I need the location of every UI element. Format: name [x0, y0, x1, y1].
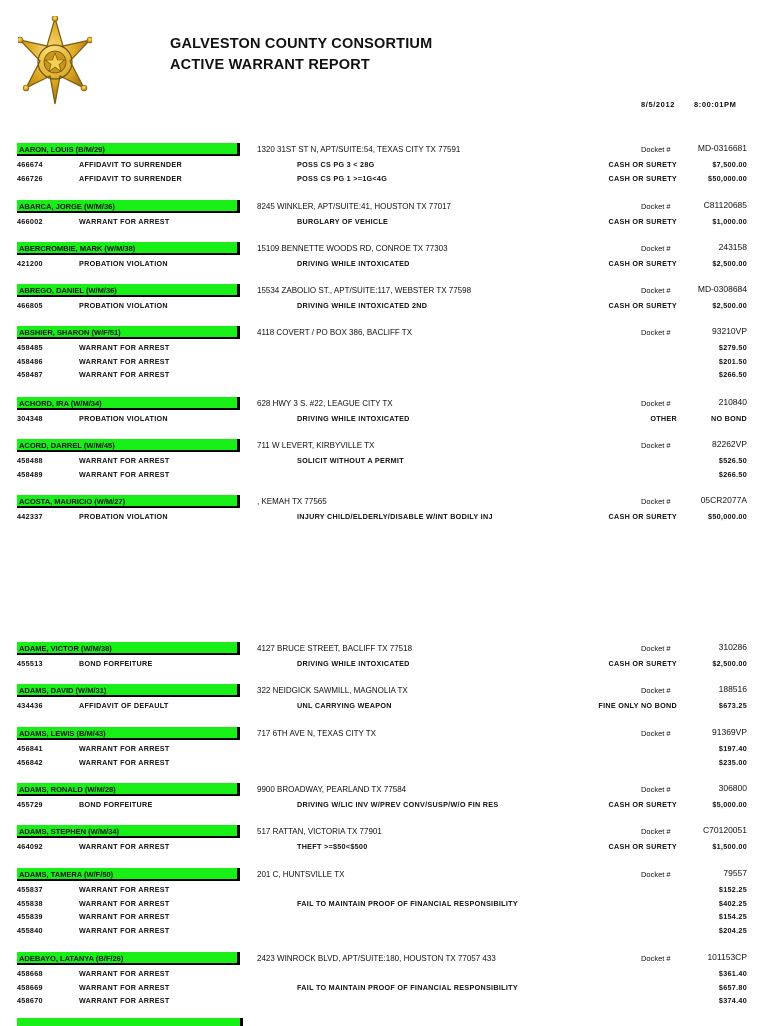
- bond-amount: $402.25: [718, 898, 747, 908]
- warrant-id: 458485: [17, 343, 43, 352]
- docket-number: 243158: [718, 242, 747, 252]
- warrant-entry: [0, 200, 768, 231]
- sheriff-badge-icon: [18, 16, 92, 106]
- warrant-row: [0, 343, 768, 356]
- warrant-row: [0, 301, 768, 314]
- bond-type: CASH OR SURETY: [608, 217, 677, 226]
- warrant-entry: [0, 284, 768, 315]
- subject-name: ACORD, DARREL (W/M/45): [17, 439, 240, 452]
- charge-description: POSS CS PG 1 >=1G<4G: [297, 173, 388, 183]
- docket-number: 306800: [718, 783, 747, 793]
- bond-amount: NO BOND: [710, 414, 747, 423]
- warrant-entry: [0, 326, 768, 384]
- warrant-row: [0, 259, 768, 272]
- docket-label: Docket #: [641, 729, 671, 738]
- bond-amount: $266.50: [718, 469, 747, 479]
- subject-address: 517 RATTAN, VICTORIA TX 77901: [257, 827, 382, 836]
- docket-label: Docket #: [641, 202, 671, 211]
- warrant-type: WARRANT FOR ARREST: [79, 885, 170, 894]
- subject-name: ADAMS, LEWIS (B/M/43): [17, 727, 240, 740]
- charge-description: INJURY CHILD/ELDERLY/DISABLE W/INT BODILY INJ: [297, 512, 493, 521]
- warrant-type: WARRANT FOR ARREST: [79, 842, 170, 851]
- warrant-id: 458670: [17, 996, 43, 1005]
- warrant-id: 458669: [17, 982, 43, 992]
- warrant-row: [0, 160, 768, 173]
- bond-amount: $361.40: [718, 969, 747, 978]
- docket-label: Docket #: [641, 954, 671, 963]
- docket-label: Docket #: [641, 328, 671, 337]
- charge-description: DRIVING WHILE INTOXICATED: [297, 414, 410, 423]
- warrant-row: [0, 701, 768, 714]
- warrant-id: 464092: [17, 842, 43, 851]
- warrant-row: [0, 470, 768, 483]
- subject-address: 717 6TH AVE N, TEXAS CITY TX: [257, 729, 377, 738]
- bond-amount: $526.50: [718, 456, 747, 465]
- warrant-row: [0, 842, 768, 855]
- bond-amount: $50,000.00: [708, 512, 747, 521]
- docket-number: C81120685: [703, 200, 747, 210]
- warrant-row: [0, 969, 768, 982]
- warrant-entry: [0, 143, 768, 187]
- docket-label: Docket #: [641, 244, 671, 253]
- subject-address: 628 HWY 3 S. #22, LEAGUE CITY TX: [257, 399, 393, 408]
- warrant-type: AFFIDAVIT TO SURRENDER: [79, 173, 182, 183]
- subject-name: ACOSTA, MAURICIO (W/M/27): [17, 495, 240, 508]
- warrant-id: 466002: [17, 217, 43, 226]
- docket-number: 79557: [723, 868, 747, 878]
- subject-name: ADAMS, DAVID (W/M/31): [17, 684, 240, 697]
- warrant-id: 455837: [17, 885, 43, 894]
- warrant-row: [0, 885, 768, 898]
- warrant-id: 455840: [17, 925, 43, 935]
- bond-type: CASH OR SURETY: [608, 659, 677, 668]
- warrant-type: WARRANT FOR ARREST: [79, 757, 170, 767]
- charge-description: DRIVING WHILE INTOXICATED: [297, 259, 410, 268]
- warrant-id: 304348: [17, 414, 43, 423]
- subject-name: AARON, LOUIS (B/M/29): [17, 143, 240, 156]
- warrant-type: BOND FORFEITURE: [79, 800, 153, 809]
- warrant-row: [0, 370, 768, 383]
- charge-description: UNL CARRYING WEAPON: [297, 701, 392, 710]
- bond-type: FINE ONLY NO BOND: [598, 701, 677, 710]
- subject-name: ABSHIER, SHARON (W/F/51): [17, 326, 240, 339]
- warrant-row: [0, 744, 768, 757]
- bond-amount: $673.25: [718, 701, 747, 710]
- bond-type: OTHER: [650, 414, 677, 423]
- warrant-type: WARRANT FOR ARREST: [79, 217, 170, 226]
- docket-number: 310286: [718, 642, 747, 652]
- bond-amount: $1,000.00: [712, 217, 747, 226]
- docket-label: Docket #: [641, 686, 671, 695]
- bond-amount: $152.25: [718, 885, 747, 894]
- docket-label: Docket #: [641, 145, 671, 154]
- bond-amount: $235.00: [718, 757, 747, 767]
- warrant-row: [0, 512, 768, 525]
- docket-label: Docket #: [641, 644, 671, 653]
- docket-label: Docket #: [641, 497, 671, 506]
- docket-number: 210840: [718, 397, 747, 407]
- warrant-entry: [0, 495, 768, 526]
- docket-label: Docket #: [641, 286, 671, 295]
- warrant-entry: [0, 684, 768, 715]
- docket-number: 188516: [718, 684, 747, 694]
- bond-type: CASH OR SURETY: [608, 800, 677, 809]
- report-title: ACTIVE WARRANT REPORT: [170, 57, 370, 73]
- charge-description: FAIL TO MAINTAIN PROOF OF FINANCIAL RESPONSIBILITY: [297, 898, 518, 908]
- subject-address: 8245 WINKLER, APT/SUITE:41, HOUSTON TX 77017: [257, 202, 452, 211]
- warrant-row: [0, 174, 768, 187]
- subject-address: 15109 BENNETTE WOODS RD, CONROE TX 77303: [257, 244, 448, 253]
- warrant-id: 456841: [17, 744, 43, 753]
- warrant-type: WARRANT FOR ARREST: [79, 456, 170, 465]
- warrant-entry: [0, 397, 768, 428]
- warrant-row: [0, 926, 768, 939]
- warrant-type: WARRANT FOR ARREST: [79, 996, 170, 1005]
- warrant-id: 456842: [17, 757, 43, 767]
- docket-number: MD-0316681: [697, 143, 747, 153]
- bond-amount: $2,500.00: [712, 659, 747, 668]
- warrant-id: 421200: [17, 259, 43, 268]
- warrant-type: WARRANT FOR ARREST: [79, 370, 170, 379]
- subject-address: 322 NEIDGICK SAWMILL, MAGNOLIA TX: [257, 686, 408, 695]
- docket-number: 91369VP: [712, 727, 747, 737]
- subject-name: ADAMS, TAMERA (W/F/50): [17, 868, 240, 881]
- warrant-id: 466726: [17, 173, 43, 183]
- warrant-entry: [0, 242, 768, 273]
- subject-name: ADAMS, STEPHEN (W/M/34): [17, 825, 240, 838]
- subject-address: 4118 COVERT / PO BOX 386, BACLIFF TX: [257, 328, 413, 337]
- warrant-type: AFFIDAVIT OF DEFAULT: [79, 701, 169, 710]
- bond-amount: $7,500.00: [712, 160, 747, 169]
- bond-amount: $2,500.00: [712, 259, 747, 268]
- warrant-type: WARRANT FOR ARREST: [79, 744, 170, 753]
- docket-label: Docket #: [641, 441, 671, 450]
- warrant-id: 455729: [17, 800, 43, 809]
- warrant-type: PROBATION VIOLATION: [79, 259, 168, 268]
- warrant-row: [0, 912, 768, 925]
- subject-name: ABREGO, DANIEL (W/M/36): [17, 284, 240, 297]
- subject-address: 1320 31ST ST N, APT/SUITE:54, TEXAS CITY TX 77591: [257, 145, 461, 154]
- warrant-type: PROBATION VIOLATION: [79, 301, 168, 310]
- charge-description: THEFT >=$50<$500: [297, 842, 368, 851]
- warrant-entry: [0, 825, 768, 856]
- warrant-row: [0, 899, 768, 912]
- warrant-row: [0, 357, 768, 370]
- warrant-row: [0, 983, 768, 996]
- charge-description: BURGLARY OF VEHICLE: [297, 217, 389, 226]
- warrant-type: WARRANT FOR ARREST: [79, 912, 170, 921]
- subject-name: ADEBAYO, LATANYA (B/F/26): [17, 952, 240, 965]
- warrant-row: [0, 456, 768, 469]
- warrant-id: 455838: [17, 898, 43, 908]
- warrant-type: WARRANT FOR ARREST: [79, 969, 170, 978]
- warrant-entry: [0, 868, 768, 939]
- warrant-id: 466805: [17, 301, 43, 310]
- subject-address: , KEMAH TX 77565: [257, 497, 327, 506]
- warrant-row: [0, 996, 768, 1009]
- warrant-type: PROBATION VIOLATION: [79, 512, 168, 521]
- docket-label: Docket #: [641, 399, 671, 408]
- charge-description: FAIL TO MAINTAIN PROOF OF FINANCIAL RESPONSIBILITY: [297, 982, 518, 992]
- warrant-id: 434436: [17, 701, 43, 710]
- warrant-entry: [0, 642, 768, 673]
- warrant-id: 458489: [17, 469, 43, 479]
- docket-number: C70120051: [703, 825, 747, 835]
- name-bar-partial: [17, 1018, 243, 1026]
- bond-amount: $374.40: [718, 996, 747, 1005]
- warrant-type: WARRANT FOR ARREST: [79, 925, 170, 935]
- docket-label: Docket #: [641, 870, 671, 879]
- bond-type: CASH OR SURETY: [608, 160, 677, 169]
- subject-name: ABERCROMBIE, MARK (W/M/38): [17, 242, 240, 255]
- bond-amount: $657.80: [718, 982, 747, 992]
- bond-type: CASH OR SURETY: [608, 512, 677, 521]
- bond-type: CASH OR SURETY: [608, 259, 677, 268]
- bond-amount: $154.25: [718, 912, 747, 921]
- warrant-id: 466674: [17, 160, 43, 169]
- bond-amount: $266.50: [718, 370, 747, 379]
- warrant-row: [0, 659, 768, 672]
- report-org-title: GALVESTON COUNTY CONSORTIUM: [170, 36, 433, 52]
- warrant-entry: [0, 727, 768, 771]
- bond-amount: $50,000.00: [708, 173, 747, 183]
- warrant-type: BOND FORFEITURE: [79, 659, 153, 668]
- warrant-type: WARRANT FOR ARREST: [79, 356, 170, 366]
- warrant-type: AFFIDAVIT TO SURRENDER: [79, 160, 182, 169]
- warrant-id: 458488: [17, 456, 43, 465]
- subject-address: 9900 BROADWAY, PEARLAND TX 77584: [257, 785, 407, 794]
- subject-name: ABARCA, JORGE (W/M/36): [17, 200, 240, 213]
- warrant-id: 442337: [17, 512, 43, 521]
- bond-amount: $204.25: [718, 925, 747, 935]
- charge-description: DRIVING W/LIC INV W/PREV CONV/SUSP/W/O FIN RES: [297, 800, 499, 809]
- subject-name: ADAMS, RONALD (W/M/28): [17, 783, 240, 796]
- warrant-row: [0, 414, 768, 427]
- warrant-row: [0, 758, 768, 771]
- docket-number: MD-0308684: [697, 284, 747, 294]
- subject-address: 4127 BRUCE STREET, BACLIFF TX 77518: [257, 644, 413, 653]
- charge-description: DRIVING WHILE INTOXICATED 2ND: [297, 301, 428, 310]
- warrant-row: [0, 217, 768, 230]
- docket-label: Docket #: [641, 827, 671, 836]
- warrant-row: [0, 800, 768, 813]
- docket-number: 101153CP: [707, 952, 747, 962]
- bond-type: CASH OR SURETY: [608, 301, 677, 310]
- warrant-type: PROBATION VIOLATION: [79, 414, 168, 423]
- subject-address: 2423 WINROCK BLVD, APT/SUITE:180, HOUSTON TX 77057 433: [257, 954, 496, 963]
- bond-amount: $2,500.00: [712, 301, 747, 310]
- subject-address: 711 W LEVERT, KIRBYVILLE TX: [257, 441, 375, 450]
- docket-label: Docket #: [641, 785, 671, 794]
- docket-number: 05CR2077A: [700, 495, 747, 505]
- warrant-entry: [0, 783, 768, 814]
- warrant-type: WARRANT FOR ARREST: [79, 469, 170, 479]
- warrant-type: WARRANT FOR ARREST: [79, 343, 170, 352]
- warrant-entry: [0, 952, 768, 1010]
- bond-amount: $201.50: [718, 356, 747, 366]
- warrant-id: 458668: [17, 969, 43, 978]
- bond-amount: $279.50: [718, 343, 747, 352]
- warrant-id: 458486: [17, 356, 43, 366]
- warrant-type: WARRANT FOR ARREST: [79, 982, 170, 992]
- subject-address: 15534 ZABOLIO ST., APT/SUITE:117, WEBSTER TX 77598: [257, 286, 472, 295]
- bond-amount: $197.40: [718, 744, 747, 753]
- charge-description: POSS CS PG 3 < 28G: [297, 160, 375, 169]
- charge-description: SOLICIT WITHOUT A PERMIT: [297, 456, 404, 465]
- warrant-type: WARRANT FOR ARREST: [79, 898, 170, 908]
- docket-number: 93210VP: [712, 326, 747, 336]
- subject-name: ADAME, VICTOR (W/M/38): [17, 642, 240, 655]
- subject-name: ACHORD, IRA (W/M/34): [17, 397, 240, 410]
- charge-description: DRIVING WHILE INTOXICATED: [297, 659, 410, 668]
- warrant-id: 458487: [17, 370, 43, 379]
- warrant-id: 455513: [17, 659, 43, 668]
- report-time: 8:00:01PM: [694, 100, 737, 109]
- docket-number: 82262VP: [712, 439, 747, 449]
- warrant-id: 455839: [17, 912, 43, 921]
- bond-type: CASH OR SURETY: [608, 173, 677, 183]
- report-date: 8/5/2012: [641, 100, 675, 109]
- bond-type: CASH OR SURETY: [608, 842, 677, 851]
- warrant-entry: [0, 439, 768, 483]
- bond-amount: $5,000.00: [712, 800, 747, 809]
- subject-address: 201 C, HUNTSVILLE TX: [257, 870, 345, 879]
- bond-amount: $1,500.00: [712, 842, 747, 851]
